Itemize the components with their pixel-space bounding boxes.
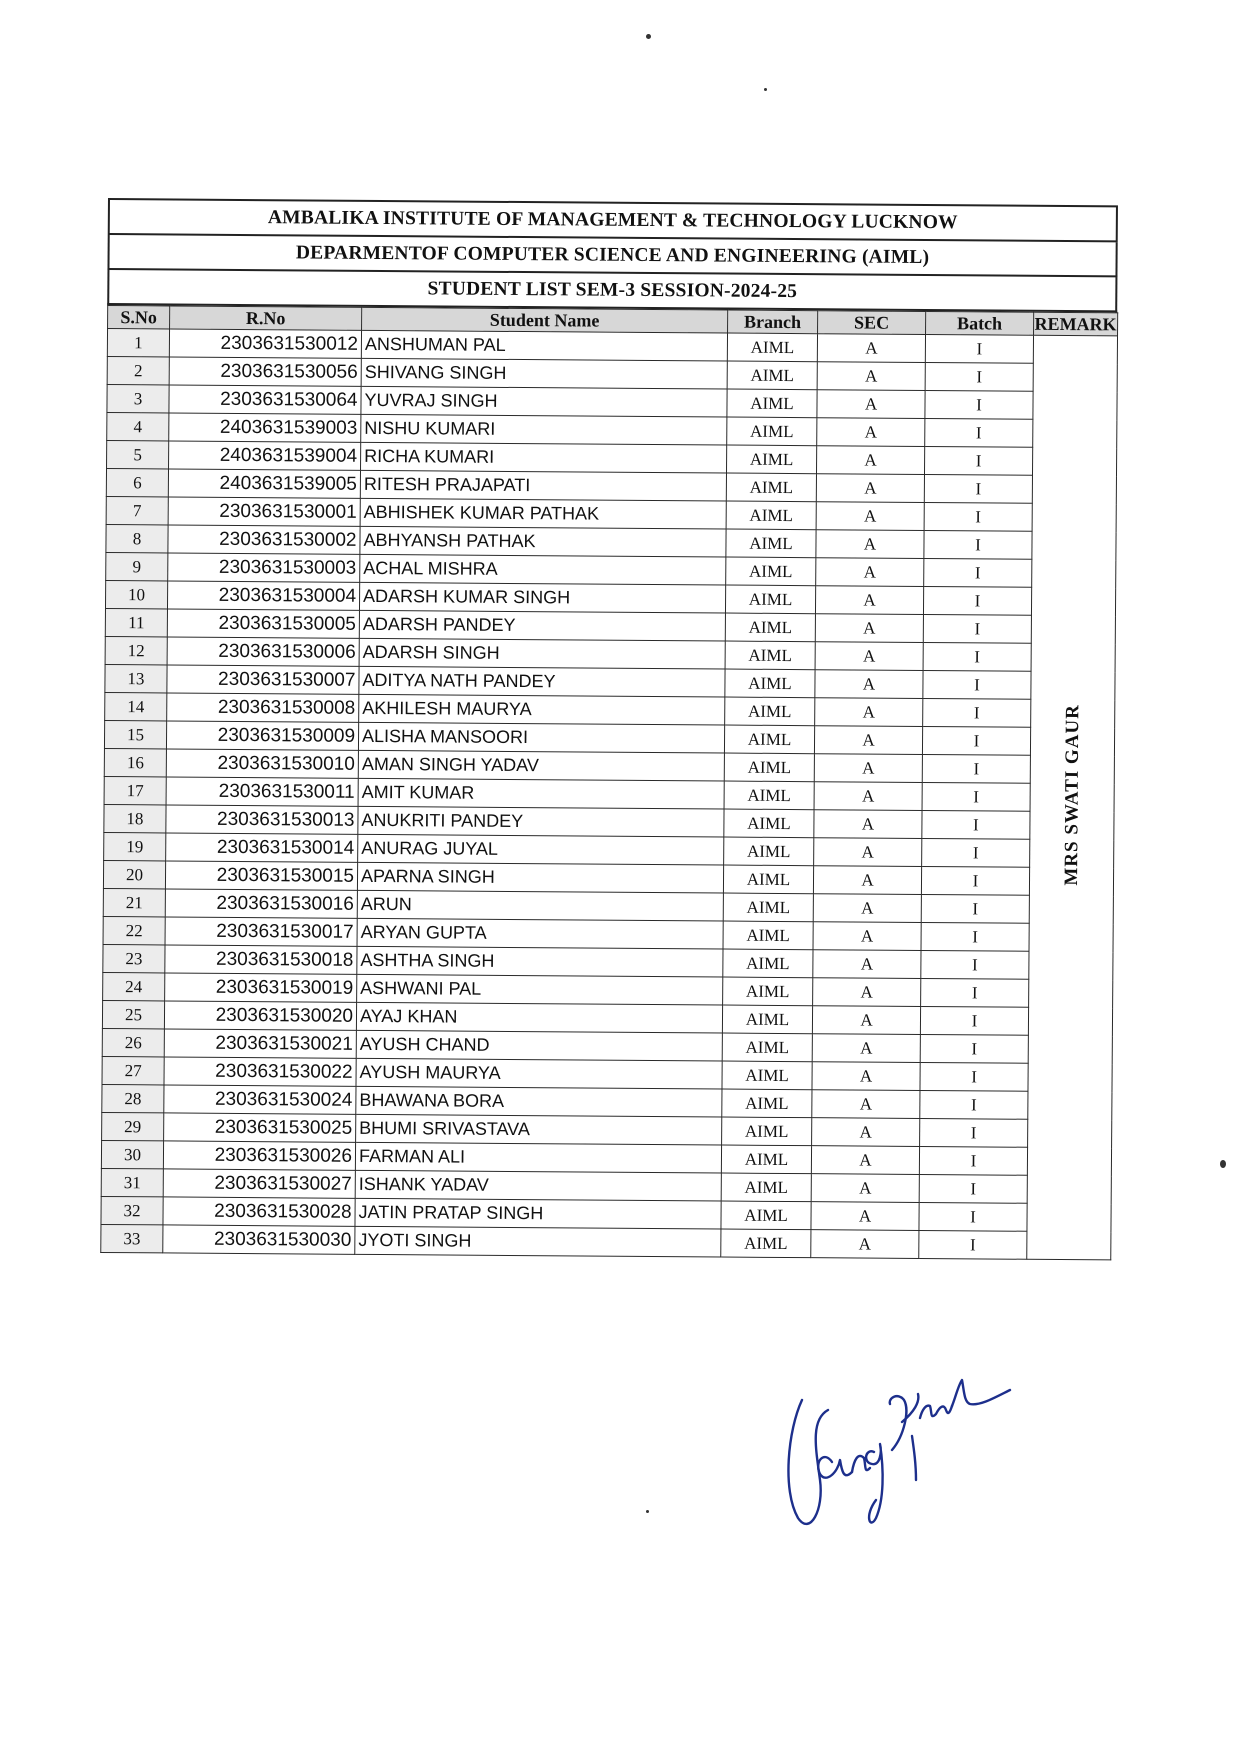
sno-cell: 25	[102, 1000, 164, 1028]
section-cell: A	[816, 446, 924, 475]
section-cell: A	[814, 838, 922, 867]
batch-cell: I	[924, 502, 1032, 531]
branch-cell: AIML	[723, 977, 813, 1006]
branch-cell: AIML	[727, 333, 817, 362]
header-batch: Batch	[926, 311, 1034, 335]
roll-number-cell: 2303631530025	[164, 1113, 356, 1142]
sno-cell: 14	[105, 692, 167, 720]
section-cell: A	[817, 390, 925, 419]
list-title: STUDENT LIST SEM-3 SESSION-2024-25	[107, 270, 1117, 312]
batch-cell: I	[922, 726, 1030, 755]
branch-cell: AIML	[725, 585, 815, 614]
student-name-cell: AMIT KUMAR	[358, 778, 724, 809]
section-cell: A	[811, 1174, 919, 1203]
section-cell: A	[816, 530, 924, 559]
roll-number-cell: 2303631530016	[165, 889, 357, 918]
scan-speck	[646, 34, 651, 39]
section-cell: A	[813, 922, 921, 951]
scan-speck	[646, 1510, 649, 1513]
roll-number-cell: 2303631530002	[168, 525, 360, 554]
batch-cell: I	[925, 418, 1033, 447]
section-cell: A	[813, 978, 921, 1007]
section-cell: A	[811, 1146, 919, 1175]
section-cell: A	[813, 894, 921, 923]
batch-cell: I	[919, 1230, 1027, 1259]
branch-cell: AIML	[724, 753, 814, 782]
batch-cell: I	[921, 978, 1029, 1007]
branch-cell: AIML	[726, 529, 816, 558]
student-name-cell: ASHTHA SINGH	[357, 946, 723, 977]
section-cell: A	[812, 1090, 920, 1119]
header-sno: S.No	[108, 306, 170, 329]
student-name-cell: ISHANK YADAV	[355, 1170, 721, 1201]
roll-number-cell: 2303631530015	[165, 861, 357, 890]
student-name-cell: BHAWANA BORA	[356, 1086, 722, 1117]
roll-number-cell: 2403631539005	[168, 469, 360, 498]
student-name-cell: YUVRAJ SINGH	[361, 386, 727, 417]
student-name-cell: BHUMI SRIVASTAVA	[356, 1114, 722, 1145]
roll-number-cell: 2303631530006	[167, 637, 359, 666]
batch-cell: I	[923, 614, 1031, 643]
batch-cell: I	[922, 838, 1030, 867]
roll-number-cell: 2303631530013	[166, 805, 358, 834]
roll-number-cell: 2303631530064	[169, 385, 361, 414]
sno-cell: 23	[103, 944, 165, 972]
roll-number-cell: 2303631530019	[165, 973, 357, 1002]
batch-cell: I	[923, 642, 1031, 671]
roll-number-cell: 2303631530056	[169, 357, 361, 386]
sno-cell: 17	[104, 776, 166, 804]
student-name-cell: SHIVANG SINGH	[361, 358, 727, 389]
student-name-cell: ADARSH PANDEY	[359, 610, 725, 641]
batch-cell: I	[920, 1118, 1028, 1147]
student-name-cell: RICHA KUMARI	[361, 442, 727, 473]
roll-number-cell: 2303631530020	[164, 1001, 356, 1030]
batch-cell: I	[924, 530, 1032, 559]
section-cell: A	[815, 698, 923, 727]
student-name-cell: ANURAG JUYAL	[358, 834, 724, 865]
sno-cell: 29	[102, 1112, 164, 1140]
sno-cell: 2	[107, 356, 169, 384]
roll-number-cell: 2303631530004	[167, 581, 359, 610]
branch-cell: AIML	[725, 641, 815, 670]
section-cell: A	[816, 558, 924, 587]
section-cell: A	[811, 1230, 919, 1259]
batch-cell: I	[920, 1006, 1028, 1035]
section-cell: A	[817, 334, 925, 363]
section-cell: A	[817, 362, 925, 391]
roll-number-cell: 2303631530011	[166, 777, 358, 806]
roll-number-cell: 2303631530009	[166, 721, 358, 750]
roll-number-cell: 2303631530017	[165, 917, 357, 946]
batch-cell: I	[921, 922, 1029, 951]
student-name-cell: APARNA SINGH	[357, 862, 723, 893]
sno-cell: 10	[105, 580, 167, 608]
section-cell: A	[816, 502, 924, 531]
sno-cell: 33	[101, 1224, 163, 1252]
batch-cell: I	[919, 1174, 1027, 1203]
batch-cell: I	[923, 698, 1031, 727]
branch-cell: AIML	[727, 389, 817, 418]
branch-cell: AIML	[726, 473, 816, 502]
branch-cell: AIML	[722, 1005, 812, 1034]
roll-number-cell: 2303631530018	[165, 945, 357, 974]
branch-cell: AIML	[722, 1033, 812, 1062]
student-name-cell: ABHISHEK KUMAR PATHAK	[360, 498, 726, 529]
sno-cell: 18	[104, 804, 166, 832]
branch-cell: AIML	[726, 557, 816, 586]
sno-cell: 20	[103, 860, 165, 888]
roll-number-cell: 2303631530027	[163, 1169, 355, 1198]
sno-cell: 31	[101, 1168, 163, 1196]
roll-number-cell: 2303631530028	[163, 1197, 355, 1226]
student-name-cell: RITESH PRAJAPATI	[360, 470, 726, 501]
branch-cell: AIML	[726, 501, 816, 530]
roll-number-cell: 2303631530010	[166, 749, 358, 778]
section-cell: A	[812, 1034, 920, 1063]
sno-cell: 30	[101, 1140, 163, 1168]
section-cell: A	[815, 614, 923, 643]
header-student-name: Student Name	[362, 307, 728, 333]
batch-cell: I	[921, 950, 1029, 979]
branch-cell: AIML	[724, 837, 814, 866]
handwritten-signature	[780, 1340, 1020, 1540]
student-name-cell: ARUN	[357, 890, 723, 921]
section-cell: A	[811, 1202, 919, 1231]
branch-cell: AIML	[721, 1229, 811, 1258]
sno-cell: 3	[107, 384, 169, 412]
branch-cell: AIML	[727, 445, 817, 474]
branch-cell: AIML	[725, 613, 815, 642]
batch-cell: I	[924, 474, 1032, 503]
header-rno: R.No	[170, 306, 362, 330]
student-name-cell: JATIN PRATAP SINGH	[355, 1198, 721, 1229]
branch-cell: AIML	[723, 949, 813, 978]
branch-cell: AIML	[723, 921, 813, 950]
sno-cell: 5	[107, 440, 169, 468]
sno-cell: 16	[104, 748, 166, 776]
section-cell: A	[812, 1062, 920, 1091]
department-title: DEPARMENTOF COMPUTER SCIENCE AND ENGINEERING (AIML)	[107, 235, 1117, 277]
batch-cell: I	[925, 334, 1033, 363]
roll-number-cell: 2303631530008	[167, 693, 359, 722]
student-name-cell: ADITYA NATH PANDEY	[359, 666, 725, 697]
student-name-cell: ADARSH KUMAR SINGH	[359, 582, 725, 613]
student-name-cell: ALISHA MANSOORI	[358, 722, 724, 753]
sno-cell: 27	[102, 1056, 164, 1084]
sno-cell: 12	[105, 636, 167, 664]
roll-number-cell: 2403631539004	[169, 441, 361, 470]
batch-cell: I	[922, 754, 1030, 783]
student-name-cell: AMAN SINGH YADAV	[358, 750, 724, 781]
sno-cell: 1	[107, 329, 169, 357]
sno-cell: 9	[106, 552, 168, 580]
batch-cell: I	[924, 446, 1032, 475]
sno-cell: 28	[102, 1084, 164, 1112]
sno-cell: 26	[102, 1028, 164, 1056]
section-cell: A	[812, 1006, 920, 1035]
roll-number-cell: 2303631530012	[169, 329, 361, 358]
student-name-cell: JYOTI SINGH	[355, 1226, 721, 1257]
table-row	[101, 1224, 1111, 1259]
roll-number-cell: 2303631530024	[164, 1085, 356, 1114]
scan-speck	[764, 88, 767, 91]
batch-cell: I	[925, 362, 1033, 391]
batch-cell: I	[924, 558, 1032, 587]
section-cell: A	[814, 754, 922, 783]
roll-number-cell: 2303631530003	[168, 553, 360, 582]
roll-number-cell: 2303631530005	[167, 609, 359, 638]
section-cell: A	[816, 474, 924, 503]
sno-cell: 22	[103, 916, 165, 944]
branch-cell: AIML	[724, 725, 814, 754]
student-name-cell: ACHAL MISHRA	[360, 554, 726, 585]
student-name-cell: ABHYANSH PATHAK	[360, 526, 726, 557]
sno-cell: 6	[106, 468, 168, 496]
roll-number-cell: 2303631530022	[164, 1057, 356, 1086]
table-body	[101, 329, 1118, 1260]
sno-cell: 8	[106, 524, 168, 552]
student-name-cell: ARYAN GUPTA	[357, 918, 723, 949]
branch-cell: AIML	[723, 865, 813, 894]
sno-cell: 21	[103, 888, 165, 916]
roll-number-cell: 2303631530014	[166, 833, 358, 862]
branch-cell: AIML	[727, 417, 817, 446]
section-cell: A	[814, 726, 922, 755]
batch-cell: I	[921, 866, 1029, 895]
branch-cell: AIML	[721, 1173, 811, 1202]
section-cell: A	[814, 810, 922, 839]
remark-teacher-name: MRS SWATI GAUR	[1060, 704, 1083, 886]
branch-cell: AIML	[727, 361, 817, 390]
branch-cell: AIML	[721, 1201, 811, 1230]
student-name-cell: AKHILESH MAURYA	[359, 694, 725, 725]
roll-number-cell: 2303631530030	[163, 1225, 355, 1254]
branch-cell: AIML	[722, 1089, 812, 1118]
section-cell: A	[815, 642, 923, 671]
student-name-cell: ANSHUMAN PAL	[361, 330, 727, 361]
branch-cell: AIML	[722, 1061, 812, 1090]
sno-cell: 19	[104, 832, 166, 860]
section-cell: A	[815, 586, 923, 615]
header-remark: REMARK	[1034, 313, 1117, 335]
branch-cell: AIML	[725, 669, 815, 698]
student-name-cell: AYAJ KHAN	[356, 1002, 722, 1033]
institute-title: AMBALIKA INSTITUTE OF MANAGEMENT & TECHNOLOGY LUCKNOW	[108, 198, 1118, 242]
student-name-cell: AYUSH MAURYA	[356, 1058, 722, 1089]
roll-number-cell: 2303631530021	[164, 1029, 356, 1058]
branch-cell: AIML	[721, 1145, 811, 1174]
sno-cell: 11	[105, 608, 167, 636]
batch-cell: I	[923, 586, 1031, 615]
branch-cell: AIML	[725, 697, 815, 726]
branch-cell: AIML	[724, 809, 814, 838]
sno-cell: 13	[105, 664, 167, 692]
sno-cell: 4	[107, 412, 169, 440]
section-cell: A	[817, 418, 925, 447]
section-cell: A	[815, 670, 923, 699]
scan-speck	[1220, 1160, 1226, 1168]
remark-cell	[1027, 335, 1118, 1260]
branch-cell: AIML	[723, 893, 813, 922]
branch-cell: AIML	[724, 781, 814, 810]
student-table	[100, 305, 1118, 1260]
student-name-cell: ADARSH SINGH	[359, 638, 725, 669]
student-name-cell: ASHWANI PAL	[357, 974, 723, 1005]
section-cell: A	[814, 782, 922, 811]
roll-number-cell: 2303631530001	[168, 497, 360, 526]
batch-cell: I	[923, 670, 1031, 699]
sno-cell: 32	[101, 1196, 163, 1224]
section-cell: A	[812, 1118, 920, 1147]
sno-cell: 24	[103, 972, 165, 1000]
batch-cell: I	[919, 1202, 1027, 1231]
branch-cell: AIML	[722, 1117, 812, 1146]
student-name-cell: FARMAN ALI	[355, 1142, 721, 1173]
student-list-document	[100, 198, 1118, 1260]
section-cell: A	[813, 950, 921, 979]
header-branch: Branch	[728, 310, 818, 334]
sno-cell: 7	[106, 496, 168, 524]
section-cell: A	[813, 866, 921, 895]
batch-cell: I	[922, 782, 1030, 811]
batch-cell: I	[925, 390, 1033, 419]
student-name-cell: ANUKRITI PANDEY	[358, 806, 724, 837]
sno-cell: 15	[104, 720, 166, 748]
student-name-cell: NISHU KUMARI	[361, 414, 727, 445]
batch-cell: I	[920, 1034, 1028, 1063]
roll-number-cell: 2303631530007	[167, 665, 359, 694]
batch-cell: I	[920, 1062, 1028, 1091]
batch-cell: I	[921, 894, 1029, 923]
batch-cell: I	[919, 1146, 1027, 1175]
batch-cell: I	[920, 1090, 1028, 1119]
roll-number-cell: 2303631530026	[163, 1141, 355, 1170]
student-name-cell: AYUSH CHAND	[356, 1030, 722, 1061]
roll-number-cell: 2403631539003	[169, 413, 361, 442]
batch-cell: I	[922, 810, 1030, 839]
header-sec: SEC	[818, 311, 926, 335]
